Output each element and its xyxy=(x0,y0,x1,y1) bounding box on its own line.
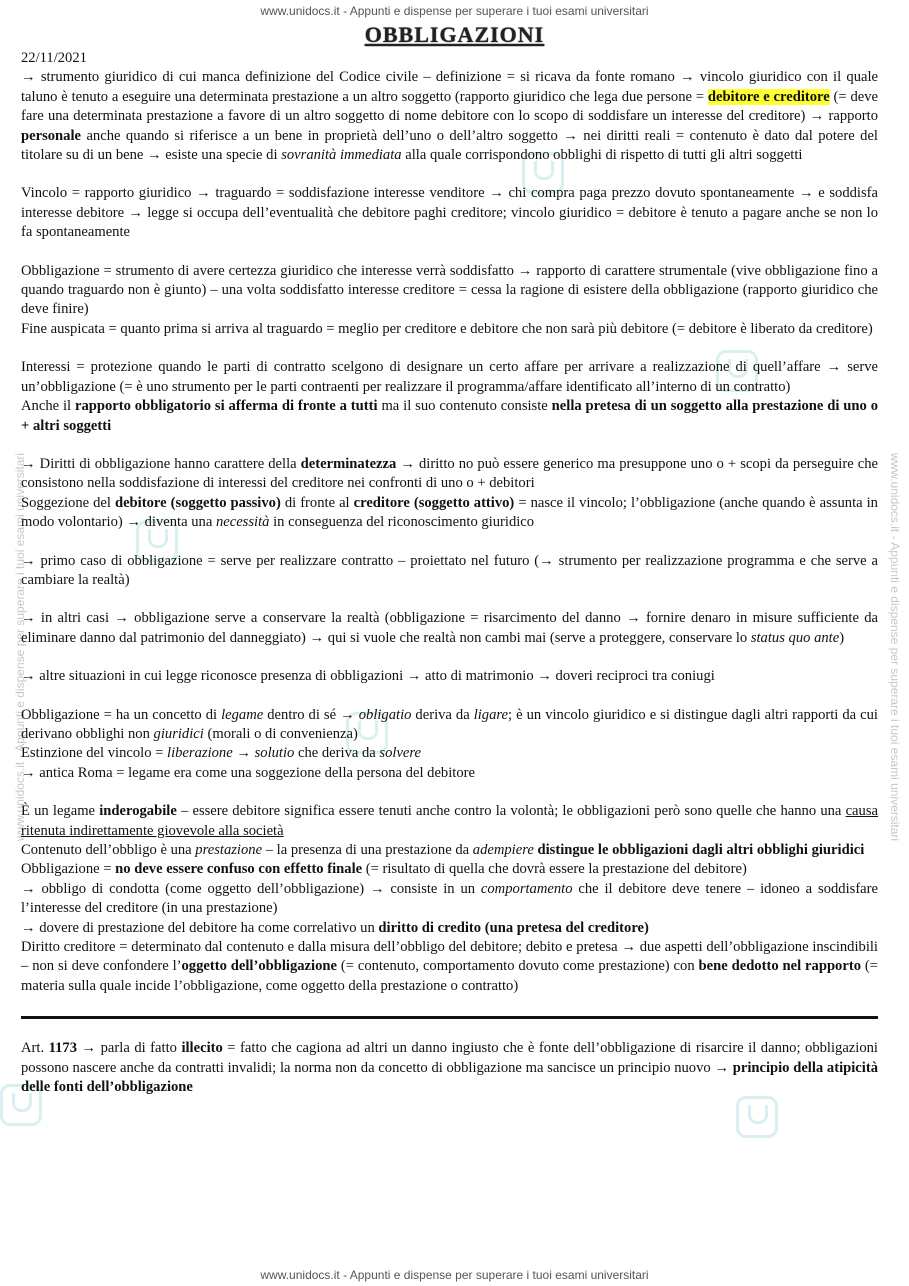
side-watermark-left: www.unidocs.it - Appunti e dispense per superare i tuoi esami universitari xyxy=(13,452,27,842)
paragraph-p14: → antica Roma = legame era come una soggezione della persona del debitore xyxy=(21,764,475,781)
paragraph-p17: Obbligazione = no deve essere confuso con effetto finale (= risultato di quella che dovrà essere la prestazione del debitore) xyxy=(21,861,747,878)
paragraph-p16: Contenuto dell’obbligo è una prestazione – la presenza di una prestazione da adempiere distingue le obbligazioni dagli altri obblighi giuridici xyxy=(21,842,865,858)
paragraph-p10: → in altri casi → obbligazione serve a conservare la realtà (obbligazione = risarcimento del danno → fornire denaro in misure sufficiente da eliminare danno dal patrimonio del danneggiato) → qui si vuole che realtà non cambi mai (serve a proteggere, conservare lo status quo ante) xyxy=(21,610,878,646)
paragraph-p18: → obbligo di condotta (come oggetto dell’obbligazione) → consiste in un comportamento che il debitore deve tenere – idoneo a soddisfare l’interesse del creditore (in una prestazione) xyxy=(21,880,878,917)
footer-watermark: www.unidocs.it - Appunti e dispense per superare i tuoi esami universitari xyxy=(260,1268,649,1282)
paragraph-p19: → dovere di prestazione del debitore ha come correlativo un diritto di credito (una pretesa del creditore) xyxy=(21,919,649,936)
paragraph-p15: È un legame inderogabile – essere debitore significa essere tenuti anche contro la volontà; le obbligazioni però sono quelle che hanno una causa ritenuta indirettamente giovevole alla società xyxy=(21,803,878,839)
header-watermark: www.unidocs.it - Appunti e dispense per superare i tuoi esami universitari xyxy=(260,4,649,18)
paragraph-spacer xyxy=(21,165,878,184)
document-date: 22/11/2021 xyxy=(21,50,87,66)
paragraph-spacer xyxy=(21,243,878,262)
paragraph-p6: Anche il rapporto obbligatorio si afferma di fronte a tutti ma il suo contenuto consiste nella pretesa di un soggetto alla prestazione di uno o + altri soggetti xyxy=(21,398,879,434)
paragraph-spacer xyxy=(21,648,878,667)
paragraph-spacer xyxy=(21,783,878,802)
paragraph-p5: Interessi = protezione quando le parti di contratto scelgono di designare un certo affare per arrivare a realizzazione di quell’affare → serve un’obbligazione (= è uno strumento per le parti contraenti per realizzare il programma/affare identificato all’interno di un contratto) xyxy=(21,359,878,395)
paragraph-p1: → strumento giuridico di cui manca definizione del Codice civile – definizione = si ricava da fonte romano → vincolo giuridico con il quale taluno è tenuto a eseguire una determinata prestazione a un altro soggetto (rapporto giuridico che lega due persone = debitore e creditore (= deve fare una determinata prestazione a favore di un altro soggetto di nome debitore con lo scopo di soddisfare un interesse del creditore) → rapporto personale anche quando si riferisce a un bene in proprietà dell’uno o dell’altro soggetto → nei diritti reali = contenuto è dato dal potere del titolare su di un bene → esiste una specie di sovranità immediata alla quale corrispondono obblighi di rispetto di tutti gli altri soggetti xyxy=(21,69,879,164)
paragraph-p8: Soggezione del debitore (soggetto passivo) di fronte al creditore (soggetto attivo) = nasce il vincolo; l’obbligazione (anche quando è assunta in modo volontario) → diventa una necessità in conseguenza del riconoscimento giuridico xyxy=(21,494,878,531)
page-title: OBBLIGAZIONI xyxy=(364,22,545,47)
document-body xyxy=(21,49,878,1097)
paragraph-p20: Diritto creditore = determinato dal contenuto e dalla misura dell’obbligo del debitore; debito e pretesa → due aspetti dell’obbligazione inscindibili – non si deve confondere l’oggetto dell’obbligazione (= contenuto, comportamento dovuto come prestazione) con bene dedotto nel rapporto (= materia sulla quale incide l’obbligazione, come oggetto della prestazione o contratto) xyxy=(21,939,878,994)
paragraph-spacer xyxy=(21,436,878,455)
paragraph-list xyxy=(21,68,878,1097)
paragraph-p9: → primo caso di obbligazione = serve per realizzare contratto – proiettato nel futuro (→ strumento per realizzazione programma e che serve a cambiare la realtà) xyxy=(21,552,878,588)
paragraph-spacer xyxy=(21,533,878,552)
paragraph-p21: Art. 1173 → parla di fatto illecito = fatto che cagiona ad altri un danno ingiusto che è fonte dell’obbligazione di risarcire il danno; obbligazioni possono nascere anche da contratti invalidi; la norma non da concetto di obbligazione ma sancisce un principio nuovo → principio della atipicità delle fonti dell’obbligazione xyxy=(21,1040,878,1096)
paragraph-spacer xyxy=(21,339,878,358)
paragraph-spacer xyxy=(21,687,878,706)
paragraph-p11: → altre situazioni in cui legge riconosce presenza di obbligazioni → atto di matrimonio → doveri reciproci tra coniugi xyxy=(21,668,715,685)
side-watermark-right: www.unidocs.it - Appunti e dispense per superare i tuoi esami universitari xyxy=(888,452,902,842)
watermark-logo-icon xyxy=(736,1096,778,1138)
horizontal-rule xyxy=(21,1016,878,1019)
paragraph-spacer xyxy=(21,590,878,609)
paragraph-p12: Obbligazione = ha un concetto di legame dentro di sé → obligatio deriva da ligare; è un vincolo giuridico e si distingue dagli altri rapporti da cui derivano obblighi non giuridici (morali o di convenienza) xyxy=(21,706,878,742)
paragraph-p13: Estinzione del vincolo = liberazione → solutio che deriva da solvere xyxy=(21,745,422,762)
paragraph-p4: Fine auspicata = quanto prima si arriva al traguardo = meglio per creditore e debitore che non sarà più debitore (= debitore è liberato da creditore) xyxy=(21,320,873,337)
paragraph-p3: Obbligazione = strumento di avere certezza giuridico che interesse verrà soddisfatto → rapporto di carattere strumentale (vive obbligazione fino a quando traguardo non è giunto) – una volta soddisfatto interesse creditore = cessa la ragione di esistere della obbligazione (rapporto giuridico che deve finire) xyxy=(21,262,878,318)
paragraph-p7: → Diritti di obbligazione hanno carattere della determinatezza → diritto no può essere generico ma presuppone uno o + scopi da perseguire che consistono nella soddisfazione di interessi del creditore nei confronti di uno o + debitori xyxy=(21,455,878,492)
paragraph-p2: Vincolo = rapporto giuridico → traguardo = soddisfazione interesse venditore → chi compra paga prezzo dovuto spontaneamente → e soddisfa interesse debitore → legge si occupa dell’eventualità che debitore paghi creditore; vincolo giuridico = debitore è tenuto a pagare anche se non lo fa spontaneamente xyxy=(21,185,878,241)
